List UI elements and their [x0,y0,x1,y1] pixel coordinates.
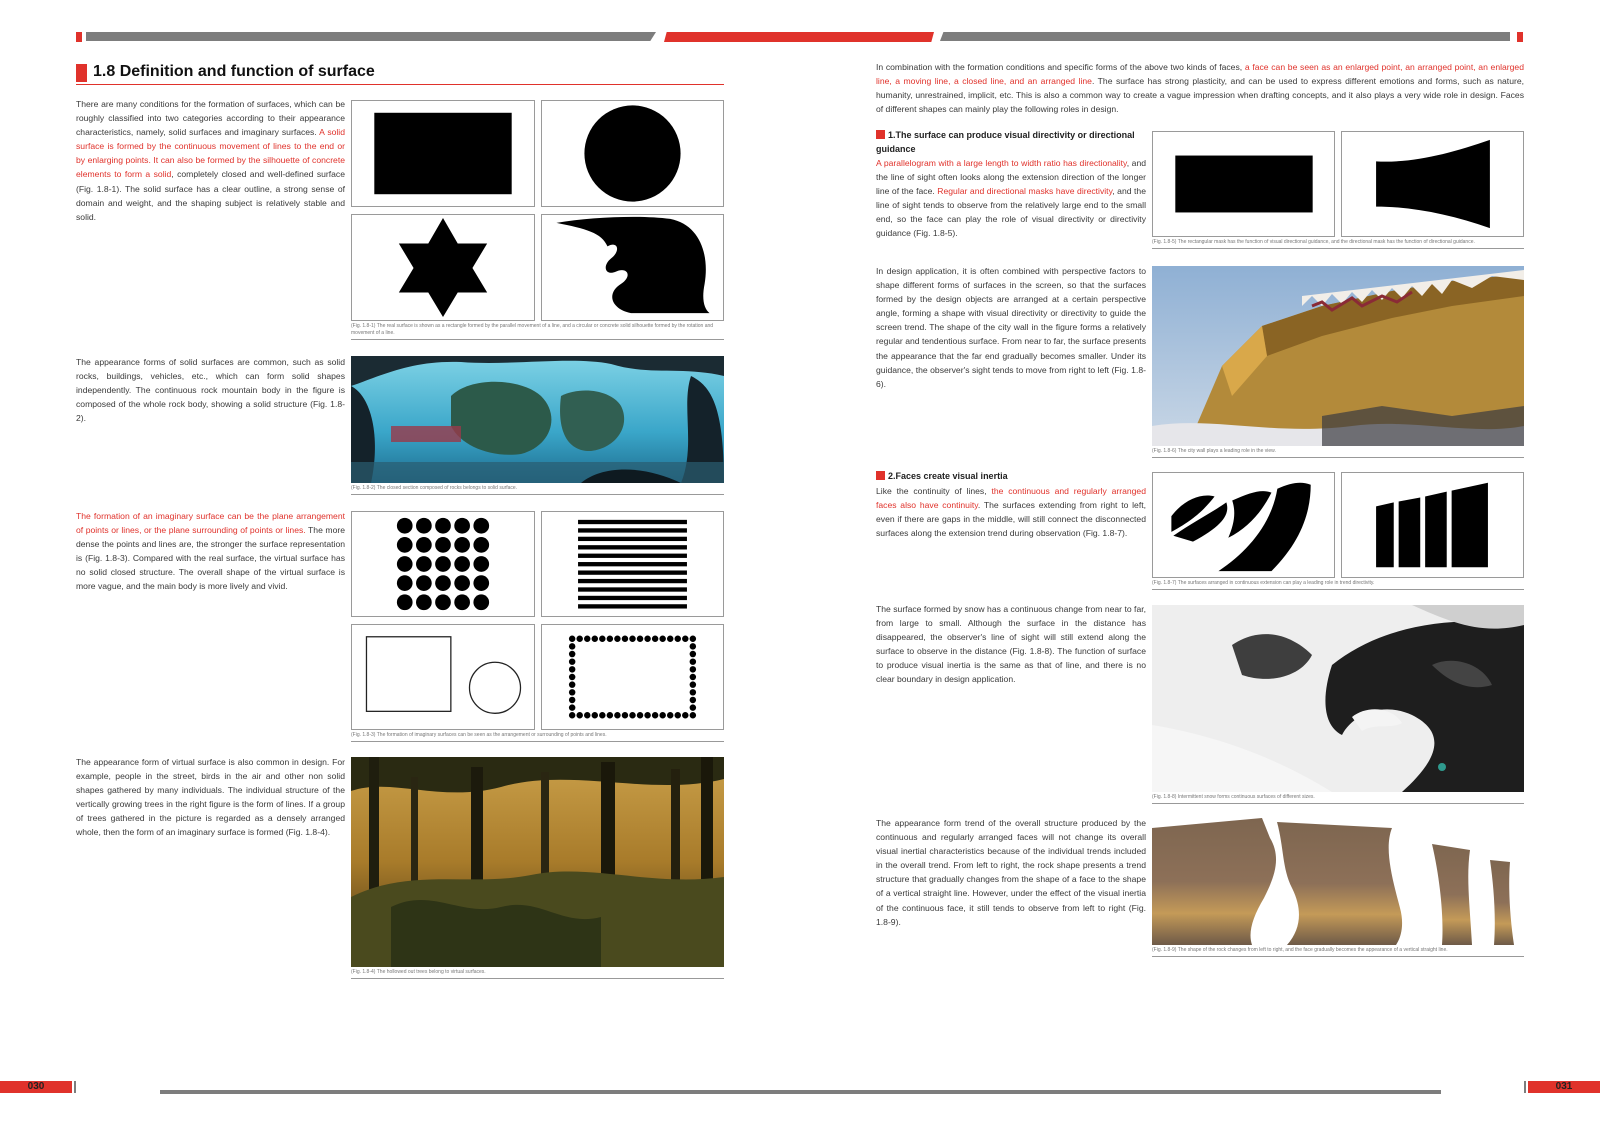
text-run: , completely closed and well-defined surface (Fig. 1.8-1). The solid surface has a clear outline, a strong sense of domain and weight, and the shaping subject is relatively stable and solid. [76,169,345,222]
pattern-line [578,570,687,574]
pattern-line [578,562,687,566]
pattern-dot [569,697,575,703]
pattern-dot [599,712,605,718]
pattern-dot [690,658,696,664]
pattern-dot [584,635,590,641]
pattern-dot [690,643,696,649]
pattern-dot [675,635,681,641]
top-accent-right [1517,32,1523,42]
pattern-dot [667,635,673,641]
pattern-line [578,596,687,600]
left-paragraph-3 [76,509,345,594]
text-run: There are many conditions for the formation of surfaces, which can be roughly classified into two categories according to their appearance characteristics, namely, solid surfaces and imaginary surfaces. [76,99,345,138]
pattern-dot [690,635,696,641]
fig-1-8-6-city-wall [1152,266,1524,446]
text-run: The more dense the points and lines are, the stronger the surface representation is (Fig. 1.8-3). Compared with the real surface, the virtual surface has no solid closed structure. The overall shape of the virtual surface is more vague, and the main body is more lively and vivid. [76,525,345,592]
top-accent-left [76,32,82,42]
pattern-dot [607,712,613,718]
fig-1-8-7-wave-shape [1152,472,1335,578]
pattern-dot [622,712,628,718]
pattern-dot [416,575,432,591]
pattern-line [578,537,687,541]
pattern-dot [569,666,575,672]
pattern-dot [667,712,673,718]
text-run: In combination with the formation conditions and specific forms of the above two kinds of faces, [876,62,1245,72]
subheading-2 [876,469,1146,483]
pattern-dot [629,712,635,718]
pattern-dot [690,681,696,687]
pattern-dot [473,537,489,553]
title-marker [76,64,87,82]
left-paragraph-4: The appearance form of virtual surface is also common in design. For example, people in the street, birds in the air and other non solid shapes gathered by many individuals. The individual structure of the vertically growing trees in the right figure is the form of lines. If a group of trees gathered in the picture is regarded as a densely arranged whole, then the form of an imaginary surface is formed (Fig. 1.8-4). [76,757,345,838]
pattern-dot [454,575,470,591]
pattern-dot [473,575,489,591]
pattern-dot [592,712,598,718]
pattern-dot [435,575,451,591]
subheading-text: 1.The surface can produce visual directivity or directional guidance [876,130,1135,154]
footer-tick-left [74,1081,76,1093]
caption-fig-1-8-7: (Fig. 1.8-7) The surfaces arranged in continuous extension can play a leading role in trend directivity. [1152,580,1524,590]
pattern-dot [614,712,620,718]
subheading-marker [876,130,885,139]
title-text: 1.8 Definition and function of surface [93,63,375,80]
pattern-line [578,587,687,591]
pattern-dot [454,537,470,553]
right-paragraph-2: In design application, it is often combined with perspective factors to shape different forms of surfaces in the screen, so that the surfaces formed by the design objects are arranged at a certain perspective angle, forming a shape with visual directivity or directivity to guide the screen trend. The shape of the city wall in the figure forms a relatively regular and tendentious surface. From near to far, the surface presents the appearance that the far end gradually becomes smaller. Under its guidance, the observer's sight tends to move from right to left (Fig. 1.8-6). [876,266,1146,389]
left-paragraph-1 [76,97,345,224]
text-run: . The surface has strong plasticity, and can be used to express different emotions and forms, such as nature, humanity, unrestrained, implicit, etc. This is also a common way to create a vague impression when drafting concepts, and it also plays a very wide role in design. Faces of different shapes can mainly play the following roles in design. [876,76,1524,115]
fig-1-8-1-star [351,214,535,321]
pattern-dot [690,712,696,718]
pattern-dot [690,697,696,703]
fig-1-8-3-line-stack [541,511,724,617]
fig-1-8-7-bars [1341,472,1524,578]
pattern-dot [397,575,413,591]
pattern-dot [397,537,413,553]
pattern-dot [682,712,688,718]
pattern-dot [473,594,489,610]
text-run-highlight: The formation of an imaginary surface can be the plane arrangement of points or lines, or the plane surrounding of points or lines. [76,511,345,536]
pattern-dot [592,635,598,641]
pattern-line [578,520,687,524]
text-run-highlight: A solid surface is formed by the continuous movement of lines to the end or by enlarging points. It can also be formed by the silhouette of concrete elements to form a solid [76,127,345,180]
pattern-dot [637,712,643,718]
pattern-dot [644,712,650,718]
pattern-dot [397,518,413,534]
section-title [76,62,724,85]
fig-1-8-2-rock-landscape [351,356,724,483]
caption-fig-1-8-9: (Fig. 1.8-9) The shape of the rock changes from left to right, and the face gradually becomes the appearance of a vertical straight line. [1152,947,1524,957]
pattern-dot [629,635,635,641]
text-run: , and the line of sight often looks along the extension direction of the longer line of the face. [876,158,1146,197]
pattern-dot [569,689,575,695]
subheading-1 [876,128,1146,156]
pattern-dot [569,674,575,680]
fig-1-8-5-rectangle [1152,131,1335,237]
top-bar-left [86,32,656,41]
subheading-marker [876,471,885,480]
pattern-dot [652,712,658,718]
caption-fig-1-8-6: (Fig. 1.8-6) The city wall plays a leading role in the view. [1152,448,1524,458]
pattern-dot [569,681,575,687]
pattern-dot [576,635,582,641]
right-intro-paragraph [876,60,1524,116]
caption-fig-1-8-4: (Fig. 1.8-4) The hollowed out trees belong to virtual surfaces. [351,969,724,979]
subheading-text: 2.Faces create visual inertia [888,471,1008,481]
pattern-dot [659,635,665,641]
pattern-dot [416,594,432,610]
page-number-left: 030 [0,1081,72,1093]
pattern-dot [690,689,696,695]
pattern-dot [690,674,696,680]
text-run: . The surfaces extending from right to left, even if there are gaps in the middle, will still connect the disconnected surfaces along the extension trend during observation (Fig. 1.8-7). [876,500,1146,539]
pattern-dot [614,635,620,641]
left-paragraph-2: The appearance forms of solid surfaces are common, such as solid rocks, buildings, vehicles, etc., which can form solid shapes independently. The continuous rock mountain body in the figure is composed of the whole rock body, showing a solid structure (Fig. 1.8-2). [76,357,345,424]
pattern-dot [622,635,628,641]
pattern-dot [644,635,650,641]
pattern-dot [569,651,575,657]
pattern-line [578,554,687,558]
pattern-dot [397,594,413,610]
fig-1-8-3-outlines [351,624,535,730]
right-paragraph-1 [876,156,1146,241]
fig-1-8-4-forest [351,757,724,967]
pattern-dot [454,556,470,572]
fig-1-8-3-dot-grid [351,511,535,617]
fig-1-8-8-snow-mountain [1152,605,1524,792]
top-bar-right [940,32,1510,41]
pattern-dot [659,712,665,718]
pattern-line [578,545,687,549]
fig-1-8-1-rectangle [351,100,535,207]
pattern-dot [569,635,575,641]
fig-1-8-9-rock-faces [1152,818,1524,945]
page-number-right: 031 [1528,1081,1600,1093]
pattern-dot [607,635,613,641]
right-paragraph-3 [876,484,1146,540]
caption-fig-1-8-5: (Fig. 1.8-5) The rectangular mask has the function of visual directional guidance, and the directional mask has the function of directional guidance. [1152,239,1524,249]
text-run: , and the line of sight tends to observe from the relatively large end to the small end, so the face can play the role of visual directivity or directivity guidance (Fig. 1.8-5). [876,186,1146,239]
pattern-dot [435,556,451,572]
fig-1-8-5-directional-mask [1341,131,1524,237]
pattern-dot [690,704,696,710]
pattern-dot [473,518,489,534]
footer-tick-right [1524,1081,1526,1093]
pattern-dot [637,635,643,641]
fig-1-8-1-circle [541,100,724,207]
text-run: Like the continuity of lines, [876,486,992,496]
caption-fig-1-8-3: (Fig. 1.8-3) The formation of imaginary surfaces can be seen as the arrangement or surrounding of points and lines. [351,732,724,742]
pattern-dot [569,704,575,710]
text-run-highlight: A parallelogram with a large length to width ratio has directionality [876,158,1127,168]
pattern-line [578,579,687,583]
pattern-dot [569,643,575,649]
caption-fig-1-8-2: (Fig. 1.8-2) The closed section composed of rocks belongs to solid surface. [351,485,724,495]
pattern-dot [416,556,432,572]
text-run-highlight: a face can be seen as an enlarged point, an arranged point, an enlarged line, a moving line, a closed line, and an arranged line [876,62,1524,87]
pattern-dot [675,712,681,718]
right-paragraph-5: The appearance form trend of the overall structure produced by the continuous and regularly arranged faces will not change its overall visual inertial characteristics because of the individual trends included in the overall trend. From left to right, the rock shape presents a trend structure that gradually changes from the shape of a face to the shape of a vertical straight line. However, under the effect of the visual inertia of the continuous face, it still tends to observe from left to right (Fig. 1.8-9). [876,818,1146,927]
caption-fig-1-8-1: (Fig. 1.8-1) The real surface is shown as a rectangle formed by the parallel movement of a line, and a circular or concrete solid silhouette formed by the rotation and movement of a line. [351,323,724,340]
pattern-dot [416,537,432,553]
pattern-line [578,604,687,608]
pattern-dot [454,594,470,610]
text-run-highlight: Regular and directional masks have directivity [937,186,1113,197]
fig-1-8-1-silhouette [541,214,724,321]
pattern-dot [690,651,696,657]
fig-1-8-3-dotted-frame [541,624,724,730]
pattern-dot [690,666,696,672]
pattern-dot [599,635,605,641]
pattern-dot [435,518,451,534]
pattern-dot [416,518,432,534]
pattern-line [578,528,687,532]
footer-bar [160,1090,1441,1094]
pattern-dot [454,518,470,534]
right-paragraph-4: The surface formed by snow has a continuous change from near to far, from large to small. Although the surface in the distance has disappeared, the observer's line of sight will still extend along the surface to observe in the distance (Fig. 1.8-8). The function of surface to produce visual inertia is the same as that of line, and there is no clear boundary in design application. [876,604,1146,685]
text-run-highlight: the continuous and regularly arranged faces also have continuity [876,486,1146,511]
pattern-dot [576,712,582,718]
pattern-dot [569,658,575,664]
caption-fig-1-8-8: (Fig. 1.8-8) Intermittent snow forms continuous surfaces of different sizes. [1152,794,1524,804]
pattern-dot [584,712,590,718]
pattern-dot [435,594,451,610]
pattern-dot [435,537,451,553]
pattern-dot [682,635,688,641]
pattern-dot [569,712,575,718]
pattern-dot [652,635,658,641]
pattern-dot [397,556,413,572]
top-bar-center-red [664,32,934,42]
pattern-dot [473,556,489,572]
